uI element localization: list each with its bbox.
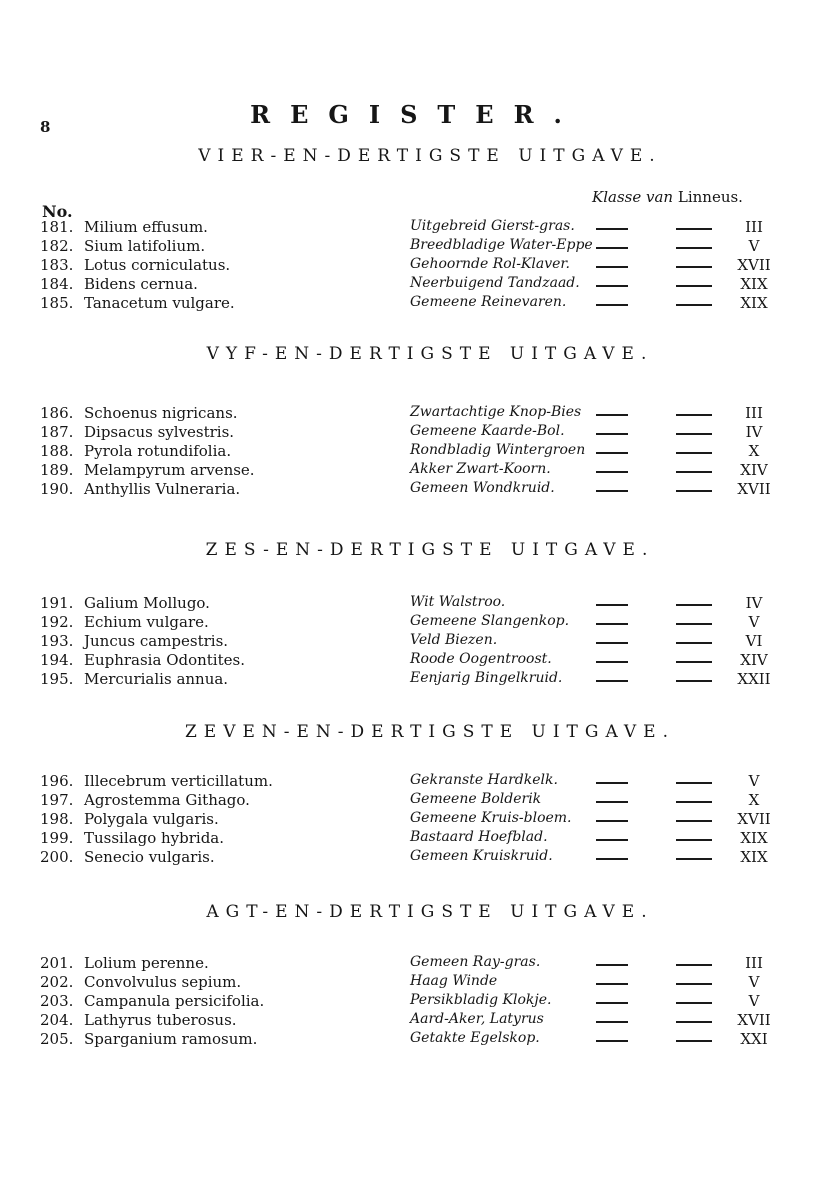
leader-dash [596,490,628,492]
leader-dash [676,228,712,230]
dutch-name: Gehoornde Rol-Klaver. [410,256,571,272]
leader-dash [596,1040,628,1042]
leader-dash [596,820,628,822]
leader-dash [676,680,712,682]
latin-name: Dipsacus sylvestris. [84,423,235,441]
dutch-name: Uitgebreid Gierst-gras. [410,218,575,234]
leader-dash [596,964,628,966]
leader-dash [676,801,712,803]
latin-name: Illecebrum verticillatum. [84,772,273,790]
latin-name: Sparganium ramosum. [84,1030,258,1048]
linnaean-class: XIX [740,275,768,293]
leader-dash [596,471,628,473]
register-entry [0,1030,832,1050]
latin-name: Lathyrus tuberosus. [84,1011,237,1029]
entry-number: 203. [40,992,74,1010]
leader-dash [676,858,712,860]
class-header-suffix: Linneus. [677,188,743,206]
entry-number: 182. [40,237,74,255]
latin-name: Anthyllis Vulneraria. [84,480,241,498]
latin-name: Mercurialis annua. [84,670,229,688]
linnaean-class: XIV [740,461,768,479]
leader-dash [676,414,712,416]
dutch-name: Gemeene Bolderik [410,791,542,807]
linnaean-class: XXI [740,1030,768,1048]
latin-name: Convolvulus sepium. [84,973,242,991]
dutch-name: Eenjarig Bingelkruid. [410,670,563,686]
dutch-name: Bastaard Hoefblad. [410,829,548,845]
entry-number: 192. [40,613,74,631]
register-entry [0,954,832,974]
entry-number: 190. [40,480,74,498]
leader-dash [676,964,712,966]
register-entry [0,848,832,868]
linnaean-class: V [748,973,760,991]
linnaean-class: XIV [740,651,768,669]
dutch-name: Rondbladig Wintergroen [410,442,586,458]
latin-name: Senecio vulgaris. [84,848,215,866]
leader-dash [596,414,628,416]
entry-number: 186. [40,404,74,422]
register-entry [0,480,832,500]
leader-dash [676,304,712,306]
register-entry [0,1011,832,1031]
linnaean-class: X [748,791,760,809]
entry-number: 191. [40,594,74,612]
dutch-name: Wit Walstroo. [410,594,506,610]
leader-dash [676,433,712,435]
linnaean-class: XVII [737,256,771,274]
section-title: AGT-EN-DERTIGSTE UITGAVE. [206,902,654,922]
leader-dash [596,661,628,663]
latin-name: Agrostemma Githago. [84,791,250,809]
entry-number: 195. [40,670,74,688]
class-header-prefix: Klasse van [592,188,674,206]
leader-dash [596,285,628,287]
latin-name: Tussilago hybrida. [84,829,225,847]
register-entry [0,256,832,276]
entry-number: 204. [40,1011,74,1029]
dutch-name: Gemeene Kaarde-Bol. [410,423,565,439]
leader-dash [676,839,712,841]
latin-name: Galium Mollugo. [84,594,210,612]
entry-number: 201. [40,954,74,972]
latin-name: Bidens cernua. [84,275,198,293]
dutch-name: Aard-Aker, Latyrus [410,1011,544,1027]
register-entry [0,973,832,993]
leader-dash [676,1002,712,1004]
leader-dash [676,490,712,492]
leader-dash [596,801,628,803]
entry-number: 200. [40,848,74,866]
entry-number: 188. [40,442,74,460]
register-entry [0,670,832,690]
dutch-name: Neerbuigend Tandzaad. [410,275,580,291]
leader-dash [596,839,628,841]
register-entry [0,423,832,443]
entry-number: 199. [40,829,74,847]
leader-dash [676,623,712,625]
register-entry [0,294,832,314]
entry-number: 197. [40,791,74,809]
leader-dash [676,642,712,644]
entry-number: 196. [40,772,74,790]
dutch-name: Gemeene Reinevaren. [410,294,567,310]
page-title: REGISTER. [250,100,582,129]
section-title: VIER-EN-DERTIGSTE UITGAVE. [198,146,662,166]
dutch-name: Roode Oogentroost. [410,651,552,667]
leader-dash [596,858,628,860]
leader-dash [676,782,712,784]
register-entry [0,461,832,481]
leader-dash [676,983,712,985]
leader-dash [676,820,712,822]
dutch-name: Haag Winde [410,973,498,989]
entry-number: 189. [40,461,74,479]
register-entry [0,829,832,849]
leader-dash [676,285,712,287]
leader-dash [676,452,712,454]
leader-dash [596,433,628,435]
linnaean-class: XIX [740,294,768,312]
entry-number: 194. [40,651,74,669]
dutch-name: Akker Zwart-Koorn. [410,461,551,477]
leader-dash [596,1002,628,1004]
linnaean-class: III [745,954,763,972]
linnaean-class: XIX [740,848,768,866]
linnaean-class: V [748,772,760,790]
linnaean-class: XVII [737,480,771,498]
linnaean-class: XVII [737,810,771,828]
dutch-name: Gemeene Slangenkop. [410,613,570,629]
linnaean-class: III [745,404,763,422]
leader-dash [676,661,712,663]
linnaean-class: XXII [737,670,771,688]
entry-number: 183. [40,256,74,274]
dutch-name: Gekranste Hardkelk. [410,772,558,788]
leader-dash [596,604,628,606]
register-entry [0,404,832,424]
leader-dash [596,304,628,306]
latin-name: Lolium perenne. [84,954,209,972]
dutch-name: Veld Biezen. [410,632,498,648]
dutch-name: Persikbladig Klokje. [410,992,552,1008]
latin-name: Euphrasia Odontites. [84,651,245,669]
leader-dash [596,983,628,985]
linnaean-class: V [748,237,760,255]
register-entry [0,992,832,1012]
entry-number: 184. [40,275,74,293]
dutch-name: Gemeen Kruiskruid. [410,848,553,864]
linnaean-class: III [745,218,763,236]
register-entry [0,651,832,671]
register-entry [0,218,832,238]
register-entry [0,791,832,811]
register-entry [0,632,832,652]
page-mark: 8 [40,118,51,136]
linnaean-class: VI [745,632,763,650]
latin-name: Polygala vulgaris. [84,810,219,828]
leader-dash [676,1040,712,1042]
number-column-header: No. [42,202,73,221]
register-entry [0,275,832,295]
latin-name: Tanacetum vulgare. [84,294,235,312]
section-title: VYF-EN-DERTIGSTE UITGAVE. [206,344,654,364]
latin-name: Sium latifolium. [84,237,206,255]
latin-name: Pyrola rotundifolia. [84,442,232,460]
leader-dash [596,266,628,268]
linnaean-class: XVII [737,1011,771,1029]
latin-name: Juncus campestris. [84,632,229,650]
entry-number: 205. [40,1030,74,1048]
dutch-name: Gemeen Ray-gras. [410,954,541,970]
register-entry [0,594,832,614]
dutch-name: Breedbladige Water-Eppe [410,237,593,253]
latin-name: Melampyrum arvense. [84,461,255,479]
entry-number: 202. [40,973,74,991]
leader-dash [596,228,628,230]
linnaean-class: V [748,613,760,631]
dutch-name: Getakte Egelskop. [410,1030,540,1046]
section-title: ZES-EN-DERTIGSTE UITGAVE. [205,540,655,560]
latin-name: Lotus corniculatus. [84,256,231,274]
leader-dash [676,1021,712,1023]
dutch-name: Gemeene Kruis-bloem. [410,810,572,826]
entry-number: 185. [40,294,74,312]
register-entry [0,237,832,257]
entry-number: 198. [40,810,74,828]
register-entry [0,810,832,830]
linnaean-class: IV [745,594,763,612]
linnaean-class: X [748,442,760,460]
leader-dash [596,1021,628,1023]
leader-dash [596,782,628,784]
register-entry [0,442,832,462]
leader-dash [676,471,712,473]
latin-name: Echium vulgare. [84,613,209,631]
latin-name: Schoenus nigricans. [84,404,238,422]
dutch-name: Zwartachtige Knop-Bies [410,404,582,420]
leader-dash [676,604,712,606]
linnaean-class: V [748,992,760,1010]
latin-name: Milium effusum. [84,218,208,236]
linnaean-class: IV [745,423,763,441]
class-column-header [592,188,743,206]
leader-dash [596,680,628,682]
leader-dash [676,266,712,268]
dutch-name: Gemeen Wondkruid. [410,480,555,496]
leader-dash [596,247,628,249]
entry-number: 193. [40,632,74,650]
leader-dash [676,247,712,249]
leader-dash [596,452,628,454]
register-entry [0,613,832,633]
entry-number: 187. [40,423,74,441]
latin-name: Campanula persicifolia. [84,992,265,1010]
leader-dash [596,642,628,644]
entry-number: 181. [40,218,74,236]
linnaean-class: XIX [740,829,768,847]
section-title: ZEVEN-EN-DERTIGSTE UITGAVE. [184,722,675,742]
register-entry [0,772,832,792]
leader-dash [596,623,628,625]
